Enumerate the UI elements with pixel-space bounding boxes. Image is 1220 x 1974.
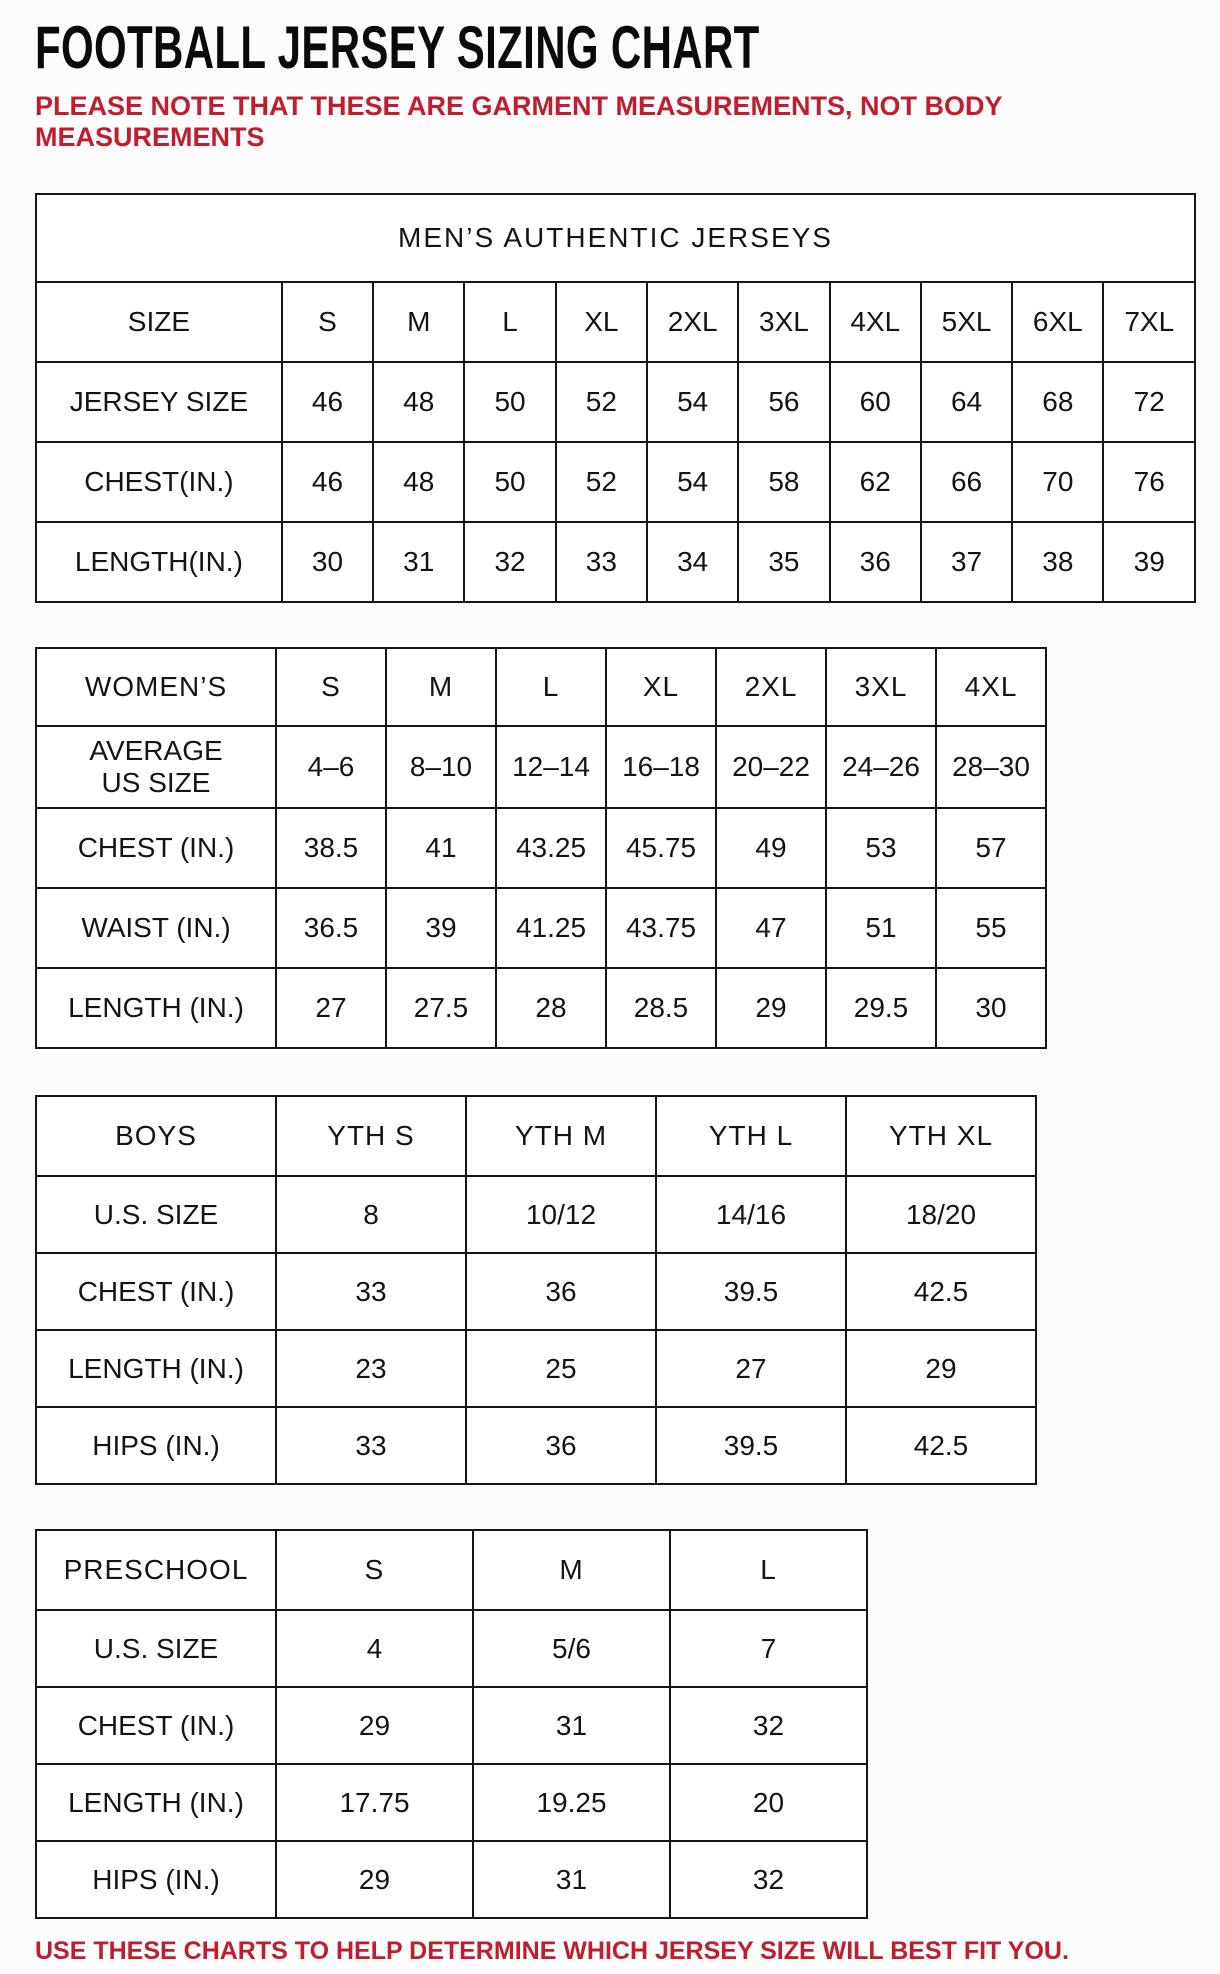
value-cell: 23 <box>277 1331 467 1408</box>
value-cell: 48 <box>374 443 465 523</box>
value-cell: 29 <box>277 1842 474 1919</box>
value-cell: 30 <box>937 969 1047 1049</box>
value-cell: 25 <box>467 1331 657 1408</box>
value-cell: 70 <box>1013 443 1104 523</box>
row-label-text: AVERAGE US SIZE <box>89 735 223 798</box>
value-cell: 49 <box>717 809 827 889</box>
value-cell: 18/20 <box>847 1177 1037 1254</box>
value-cell: 33 <box>277 1408 467 1485</box>
row-label: HIPS (IN.) <box>37 1408 277 1485</box>
value-cell: 30 <box>283 523 374 603</box>
value-cell: 2XL <box>648 283 739 363</box>
value-cell: 8–10 <box>387 727 497 809</box>
column-header: YTH L <box>657 1097 847 1177</box>
value-cell: 29.5 <box>827 969 937 1049</box>
value-cell: 37 <box>922 523 1013 603</box>
table-row <box>37 1765 868 1842</box>
value-cell: 36 <box>831 523 922 603</box>
value-cell: 28.5 <box>607 969 717 1049</box>
value-cell: 64 <box>922 363 1013 443</box>
value-cell: 39 <box>387 889 497 969</box>
value-cell: 36 <box>467 1408 657 1485</box>
row-label: LENGTH (IN.) <box>37 1765 277 1842</box>
column-header: L <box>497 649 607 727</box>
table-header-row <box>37 1531 868 1611</box>
value-cell: 53 <box>827 809 937 889</box>
value-cell: 31 <box>374 523 465 603</box>
value-cell: 39.5 <box>657 1408 847 1485</box>
value-cell: M <box>374 283 465 363</box>
column-header: 2XL <box>717 649 827 727</box>
table-row <box>37 523 1196 603</box>
row-label: CHEST (IN.) <box>37 809 277 889</box>
value-cell: 48 <box>374 363 465 443</box>
table-row <box>37 1408 1037 1485</box>
value-cell: 29 <box>717 969 827 1049</box>
value-cell: 19.25 <box>474 1765 671 1842</box>
table-row <box>37 363 1196 443</box>
value-cell: 35 <box>739 523 830 603</box>
preschool-table <box>35 1529 868 1919</box>
value-cell: 34 <box>648 523 739 603</box>
row-label: CHEST(IN.) <box>37 443 283 523</box>
value-cell: 42.5 <box>847 1254 1037 1331</box>
value-cell: 8 <box>277 1177 467 1254</box>
value-cell: 33 <box>557 523 648 603</box>
value-cell: 32 <box>465 523 556 603</box>
value-cell: 50 <box>465 443 556 523</box>
column-header: L <box>671 1531 868 1611</box>
row-label <box>37 727 277 809</box>
table-row <box>37 283 1196 363</box>
mens-table-banner: MEN’S AUTHENTIC JERSEYS <box>37 195 1196 283</box>
table-row <box>37 889 1047 969</box>
value-cell: 17.75 <box>277 1765 474 1842</box>
value-cell: 38 <box>1013 523 1104 603</box>
value-cell: 24–26 <box>827 727 937 809</box>
value-cell: 43.75 <box>607 889 717 969</box>
value-cell: 31 <box>474 1688 671 1765</box>
womens-header-label: WOMEN’S <box>37 649 277 727</box>
value-cell: 7XL <box>1104 283 1196 363</box>
table-row <box>37 1177 1037 1254</box>
value-cell: 54 <box>648 363 739 443</box>
row-label: CHEST (IN.) <box>37 1688 277 1765</box>
table-row <box>37 727 1047 809</box>
column-header: S <box>277 1531 474 1611</box>
value-cell: 50 <box>465 363 556 443</box>
row-label: LENGTH(IN.) <box>37 523 283 603</box>
value-cell: 31 <box>474 1842 671 1919</box>
value-cell: 68 <box>1013 363 1104 443</box>
value-cell: 76 <box>1104 443 1196 523</box>
value-cell: 4 <box>277 1611 474 1688</box>
table-row <box>37 809 1047 889</box>
value-cell: 3XL <box>739 283 830 363</box>
value-cell: 66 <box>922 443 1013 523</box>
table-row <box>37 443 1196 523</box>
row-label: U.S. SIZE <box>37 1177 277 1254</box>
column-header: YTH M <box>467 1097 657 1177</box>
row-label: JERSEY SIZE <box>37 363 283 443</box>
column-header: M <box>474 1531 671 1611</box>
value-cell: XL <box>557 283 648 363</box>
column-header: YTH S <box>277 1097 467 1177</box>
table-row <box>37 1254 1037 1331</box>
value-cell: 56 <box>739 363 830 443</box>
value-cell: 5/6 <box>474 1611 671 1688</box>
value-cell: 38.5 <box>277 809 387 889</box>
mens-authentic-jerseys-table <box>35 193 1196 603</box>
value-cell: 72 <box>1104 363 1196 443</box>
value-cell: 41.25 <box>497 889 607 969</box>
row-label: HIPS (IN.) <box>37 1842 277 1919</box>
value-cell: 39.5 <box>657 1254 847 1331</box>
value-cell: 20–22 <box>717 727 827 809</box>
column-header: 4XL <box>937 649 1047 727</box>
value-cell: 27.5 <box>387 969 497 1049</box>
table-row <box>37 1611 868 1688</box>
preschool-header-label: PRESCHOOL <box>37 1531 277 1611</box>
page-title: FOOTBALL JERSEY SIZING CHART <box>35 14 760 81</box>
womens-table <box>35 647 1047 1049</box>
value-cell: 47 <box>717 889 827 969</box>
column-header: 3XL <box>827 649 937 727</box>
value-cell: 33 <box>277 1254 467 1331</box>
value-cell: 39 <box>1104 523 1196 603</box>
value-cell: L <box>465 283 556 363</box>
value-cell: 57 <box>937 809 1047 889</box>
value-cell: 46 <box>283 363 374 443</box>
value-cell: 58 <box>739 443 830 523</box>
column-header: M <box>387 649 497 727</box>
row-label: LENGTH (IN.) <box>37 969 277 1049</box>
table-row <box>37 1331 1037 1408</box>
fit-advice-note: USE THESE CHARTS TO HELP DETERMINE WHICH JERSEY SIZE WILL BEST FIT YOU. <box>35 1937 1069 1966</box>
column-header: XL <box>607 649 717 727</box>
value-cell: 42.5 <box>847 1408 1037 1485</box>
value-cell: 46 <box>283 443 374 523</box>
value-cell: 41 <box>387 809 497 889</box>
value-cell: 60 <box>831 363 922 443</box>
row-label: CHEST (IN.) <box>37 1254 277 1331</box>
value-cell: 4XL <box>831 283 922 363</box>
table-row <box>37 969 1047 1049</box>
value-cell: 27 <box>657 1331 847 1408</box>
value-cell: 7 <box>671 1611 868 1688</box>
value-cell: 29 <box>847 1331 1037 1408</box>
table-row <box>37 1842 868 1919</box>
value-cell: 6XL <box>1013 283 1104 363</box>
table-header-row <box>37 649 1047 727</box>
row-label: LENGTH (IN.) <box>37 1331 277 1408</box>
row-label: WAIST (IN.) <box>37 889 277 969</box>
value-cell: 55 <box>937 889 1047 969</box>
value-cell: 52 <box>557 363 648 443</box>
value-cell: 45.75 <box>607 809 717 889</box>
table-row <box>37 1688 868 1765</box>
boys-table <box>35 1095 1037 1485</box>
value-cell: 62 <box>831 443 922 523</box>
column-header: S <box>277 649 387 727</box>
value-cell: 5XL <box>922 283 1013 363</box>
table-banner-row <box>37 195 1196 283</box>
value-cell: 28–30 <box>937 727 1047 809</box>
value-cell: 10/12 <box>467 1177 657 1254</box>
value-cell: 16–18 <box>607 727 717 809</box>
row-label: SIZE <box>37 283 283 363</box>
value-cell: 51 <box>827 889 937 969</box>
value-cell: 20 <box>671 1765 868 1842</box>
table-header-row <box>37 1097 1037 1177</box>
value-cell: 29 <box>277 1688 474 1765</box>
value-cell: 52 <box>557 443 648 523</box>
value-cell: 36.5 <box>277 889 387 969</box>
value-cell: 14/16 <box>657 1177 847 1254</box>
value-cell: 27 <box>277 969 387 1049</box>
value-cell: 28 <box>497 969 607 1049</box>
boys-header-label: BOYS <box>37 1097 277 1177</box>
value-cell: 32 <box>671 1688 868 1765</box>
value-cell: S <box>283 283 374 363</box>
row-label: U.S. SIZE <box>37 1611 277 1688</box>
value-cell: 43.25 <box>497 809 607 889</box>
value-cell: 54 <box>648 443 739 523</box>
value-cell: 4–6 <box>277 727 387 809</box>
value-cell: 32 <box>671 1842 868 1919</box>
value-cell: 36 <box>467 1254 657 1331</box>
column-header: YTH XL <box>847 1097 1037 1177</box>
garment-measurements-note: PLEASE NOTE THAT THESE ARE GARMENT MEASUREMENTS, NOT BODY MEASUREMENTS <box>35 91 1003 153</box>
value-cell: 12–14 <box>497 727 607 809</box>
